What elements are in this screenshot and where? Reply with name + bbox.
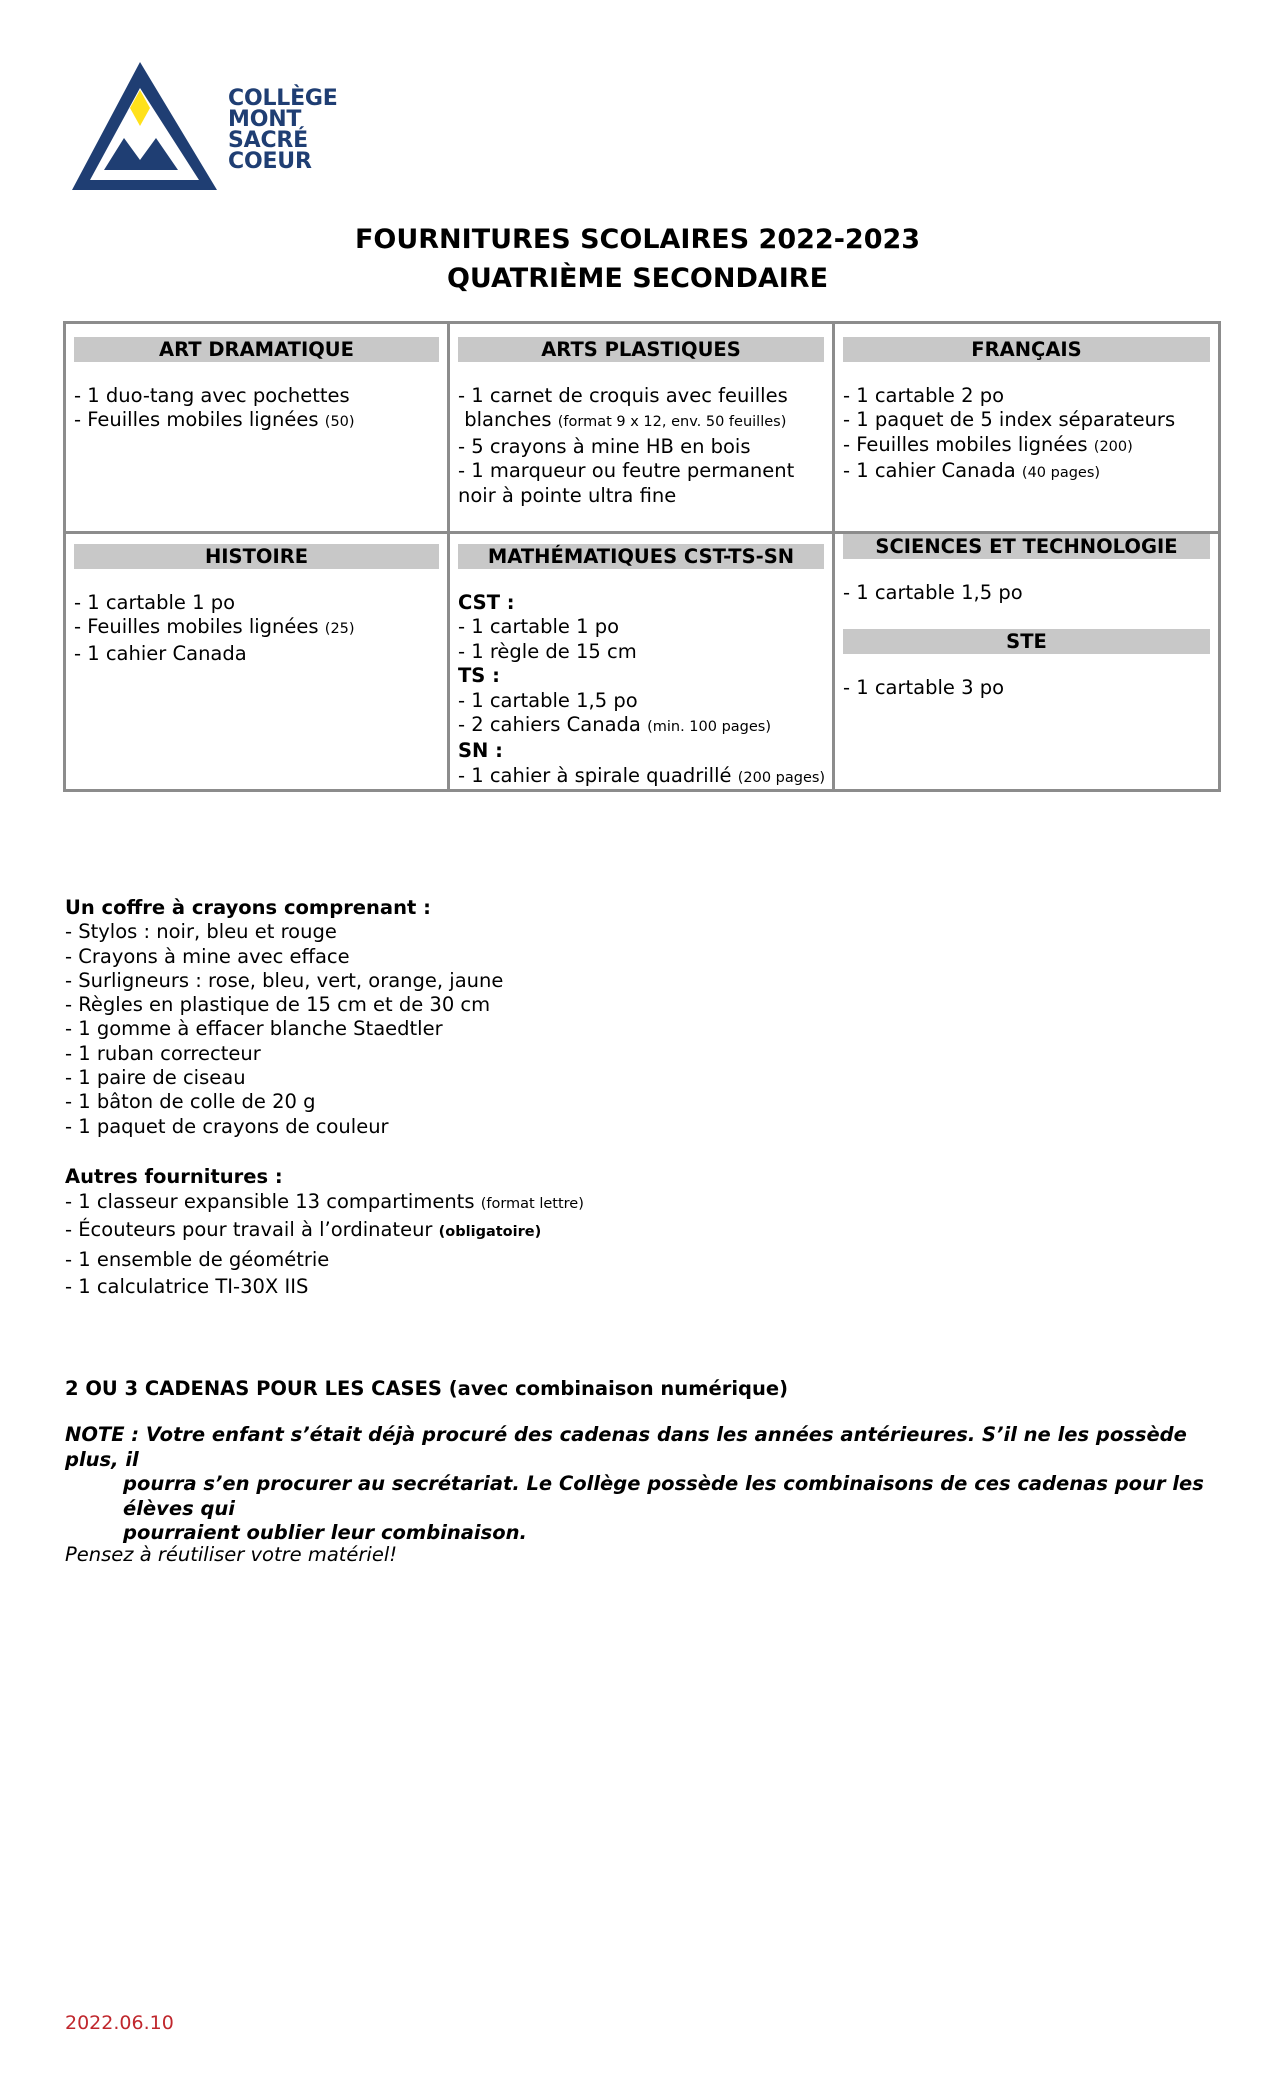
page-title — [0, 220, 1275, 298]
section-label: SN : — [458, 739, 503, 763]
note-line: pourraient oublier leur combinaison. — [123, 1521, 527, 1544]
cell-body — [74, 384, 439, 435]
note-line: pourra s’en procurer au secrétariat. Le Collège possède les combinaisons de ces cadenas pour les élèves qui — [123, 1472, 1204, 1520]
list-item: noir à pointe ultra fine — [458, 483, 677, 507]
list-item: - 1 bâton de colle de 20 g — [65, 1090, 316, 1114]
list-item: - 1 carnet de croquis avec feuilles — [458, 384, 788, 407]
mountain-logo-icon — [72, 60, 222, 192]
list-item: - 2 cahiers Canada (min. 100 pages) — [458, 713, 771, 737]
list-item: - 1 cartable 3 po — [843, 676, 1005, 700]
cell-header: FRANÇAIS — [843, 337, 1210, 362]
cell-body — [843, 581, 1210, 605]
cell-body — [843, 676, 1210, 700]
document-date: 2022.06.10 — [65, 2012, 174, 2034]
list-item: - 1 paquet de 5 index séparateurs — [843, 408, 1176, 432]
logo-line-3: SACRÉ — [228, 128, 308, 153]
cell-francais — [835, 324, 1218, 531]
list-item: - Feuilles mobiles lignées (50) — [74, 408, 355, 432]
note-line: NOTE : Votre enfant s’était déjà procuré des cadenas dans les années antérieures. S’il ne les possède plus, il — [65, 1423, 1187, 1471]
cell-mathematiques — [450, 534, 832, 789]
list-item: - 1 gomme à effacer blanche Staedtler — [65, 1017, 443, 1041]
cell-header: STE — [843, 629, 1210, 654]
list-item: - Stylos : noir, bleu et rouge — [65, 920, 337, 944]
list-item: - 1 duo-tang avec pochettes — [74, 384, 350, 407]
cell-header: HISTOIRE — [74, 544, 439, 569]
cell-header: ARTS PLASTIQUES — [458, 337, 824, 362]
cell-header: SCIENCES ET TECHNOLOGIE — [843, 534, 1210, 559]
cell-body — [458, 384, 824, 508]
note-paragraph — [65, 1423, 1215, 1546]
section-heading: Autres fournitures : — [65, 1165, 283, 1188]
list-item: - 1 ruban correcteur — [65, 1041, 261, 1065]
list-item: - 1 cartable 2 po — [843, 384, 1005, 407]
list-item: - Règles en plastique de 15 cm et de 30 cm — [65, 993, 491, 1017]
reuse-reminder: Pensez à réutiliser votre matériel! — [65, 1543, 398, 1566]
cell-sciences — [835, 534, 1218, 789]
list-item: - Surligneurs : rose, bleu, vert, orange, jaune — [65, 968, 504, 992]
section-label: CST : — [458, 591, 515, 614]
cell-histoire — [66, 534, 447, 789]
cell-body — [458, 591, 824, 790]
list-item: - 1 cartable 1 po — [74, 591, 236, 614]
college-logo — [72, 60, 372, 192]
list-item: - 5 crayons à mine HB en bois — [458, 434, 751, 458]
list-item: - 1 cahier à spirale quadrillé (200 pages) — [458, 763, 826, 787]
locks-heading: 2 OU 3 CADENAS POUR LES CASES (avec combinaison numérique) — [65, 1377, 789, 1400]
list-item: - 1 calculatrice TI-30X IIS — [65, 1275, 309, 1298]
list-item: blanches (format 9 x 12, env. 50 feuilles) — [458, 408, 787, 432]
section-label: TS : — [458, 664, 500, 688]
list-item: - Feuilles mobiles lignées (25) — [74, 615, 355, 639]
logo-line-4: COEUR — [228, 149, 312, 174]
list-item: - 1 paire de ciseau — [65, 1066, 246, 1090]
list-item: - 1 cartable 1,5 po — [458, 688, 638, 712]
list-item: - 1 cartable 1,5 po — [843, 581, 1023, 604]
list-item: - Feuilles mobiles lignées (200) — [843, 432, 1133, 456]
list-item: - 1 ensemble de géométrie — [65, 1248, 330, 1271]
list-item: - 1 cahier Canada (40 pages) — [843, 459, 1101, 483]
list-item: - 1 classeur expansible 13 compartiments (format lettre) — [65, 1190, 584, 1213]
cell-body — [843, 384, 1210, 486]
list-item: - Écouteurs pour travail à l’ordinateur (obligatoire) — [65, 1218, 542, 1241]
other-supplies-section — [65, 1164, 584, 1299]
cell-header: ART DRAMATIQUE — [74, 337, 439, 362]
cell-body — [74, 591, 439, 666]
title-line-2: QUATRIÈME SECONDAIRE — [446, 263, 829, 294]
logo-line-2: MONT — [228, 107, 302, 132]
list-item: - 1 marqueur ou feutre permanent — [458, 459, 795, 483]
logo-line-1: COLLÈGE — [228, 86, 338, 111]
title-line-1: FOURNITURES SCOLAIRES 2022-2023 — [354, 224, 921, 255]
pencil-case-section — [65, 896, 503, 1139]
list-item: - 1 cartable 1 po — [458, 615, 620, 639]
list-item: - Crayons à mine avec efface — [65, 944, 350, 968]
supplies-table — [63, 321, 1221, 792]
list-item: - 1 paquet de crayons de couleur — [65, 1114, 389, 1138]
cell-header: MATHÉMATIQUES CST-TS-SN — [458, 544, 824, 569]
cell-arts-plastiques — [450, 324, 832, 531]
logo-wordmark — [228, 88, 338, 172]
list-item: - 1 règle de 15 cm — [458, 639, 637, 663]
cell-art-dramatique — [66, 324, 447, 531]
list-item: - 1 cahier Canada — [74, 641, 247, 665]
section-heading: Un coffre à crayons comprenant : — [65, 896, 431, 919]
